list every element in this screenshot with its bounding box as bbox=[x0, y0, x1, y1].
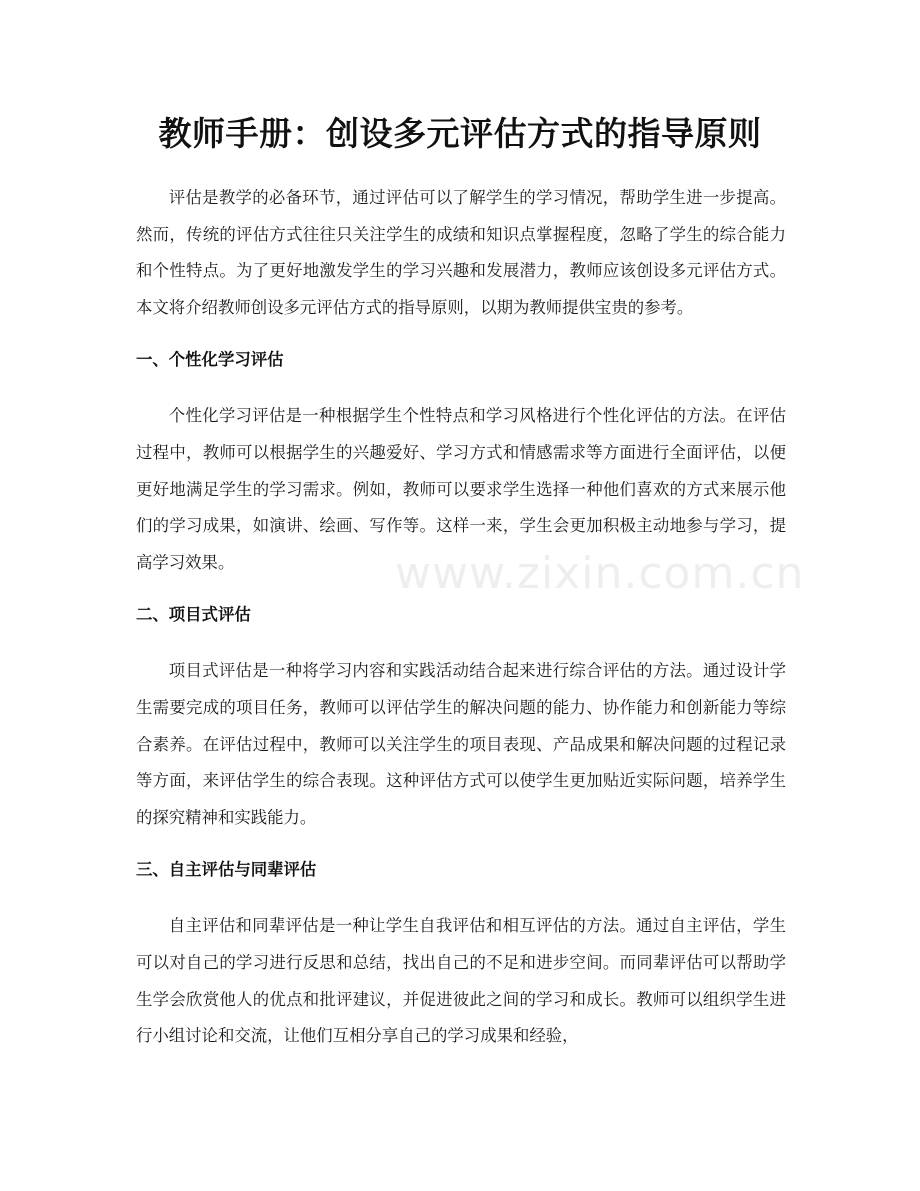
section-heading-3: 三、自主评估与同辈评估 bbox=[136, 860, 317, 880]
document-title: 教师手册：创设多元评估方式的指导原则 bbox=[158, 114, 762, 153]
section-body-3: 自主评估和同辈评估是一种让学生自我评估和相互评估的方法。通过自主评估，学生可以对自己的学习进行反思和总结，找出自己的不足和进步空间。而同辈评估可以帮助学生学会欣赏他人的优点和批评建议，并促进彼此之间的学习和成长。教师可以组织学生进行小组讨论和交流，让他们互相分享自己的学习成果和经验， bbox=[136, 916, 786, 1046]
document-body bbox=[136, 180, 786, 1055]
section-heading-2: 二、项目式评估 bbox=[136, 605, 251, 625]
section-heading-1: 一、个性化学习评估 bbox=[136, 350, 284, 370]
intro-paragraph: 评估是教学的必备环节，通过评估可以了解学生的学习情况，帮助学生进一步提高。然而，传统的评估方式往往只关注学生的成绩和知识点掌握程度，忽略了学生的综合能力和个性特点。为了更好地激发学生的学习兴趣和发展潜力，教师应该创设多元评估方式。本文将介绍教师创设多元评估方式的指导原则，以期为教师提供宝贵的参考。 bbox=[136, 188, 786, 317]
section-body-2: 项目式评估是一种将学习内容和实践活动结合起来进行综合评估的方法。通过设计学生需要完成的项目任务，教师可以评估学生的解决问题的能力、协作能力和创新能力等综合素养。在评估过程中，教师可以关注学生的项目表现、产品成果和解决问题的过程记录等方面，来评估学生的综合表现。这种评估方式可以使学生更加贴近实际问题，培养学生的探究精神和实践能力。 bbox=[136, 661, 786, 827]
section-body-1: 个性化学习评估是一种根据学生个性特点和学习风格进行个性化评估的方法。在评估过程中，教师可以根据学生的兴趣爱好、学习方式和情感需求等方面进行全面评估，以便更好地满足学生的学习需求。例如，教师可以要求学生选择一种他们喜欢的方式来展示他们的学习成果，如演讲、绘画、写作等。这样一来，学生会更加积极主动地参与学习，提高学习效果。 bbox=[136, 406, 786, 572]
watermark: www.zixin.com.cn bbox=[395, 548, 805, 599]
